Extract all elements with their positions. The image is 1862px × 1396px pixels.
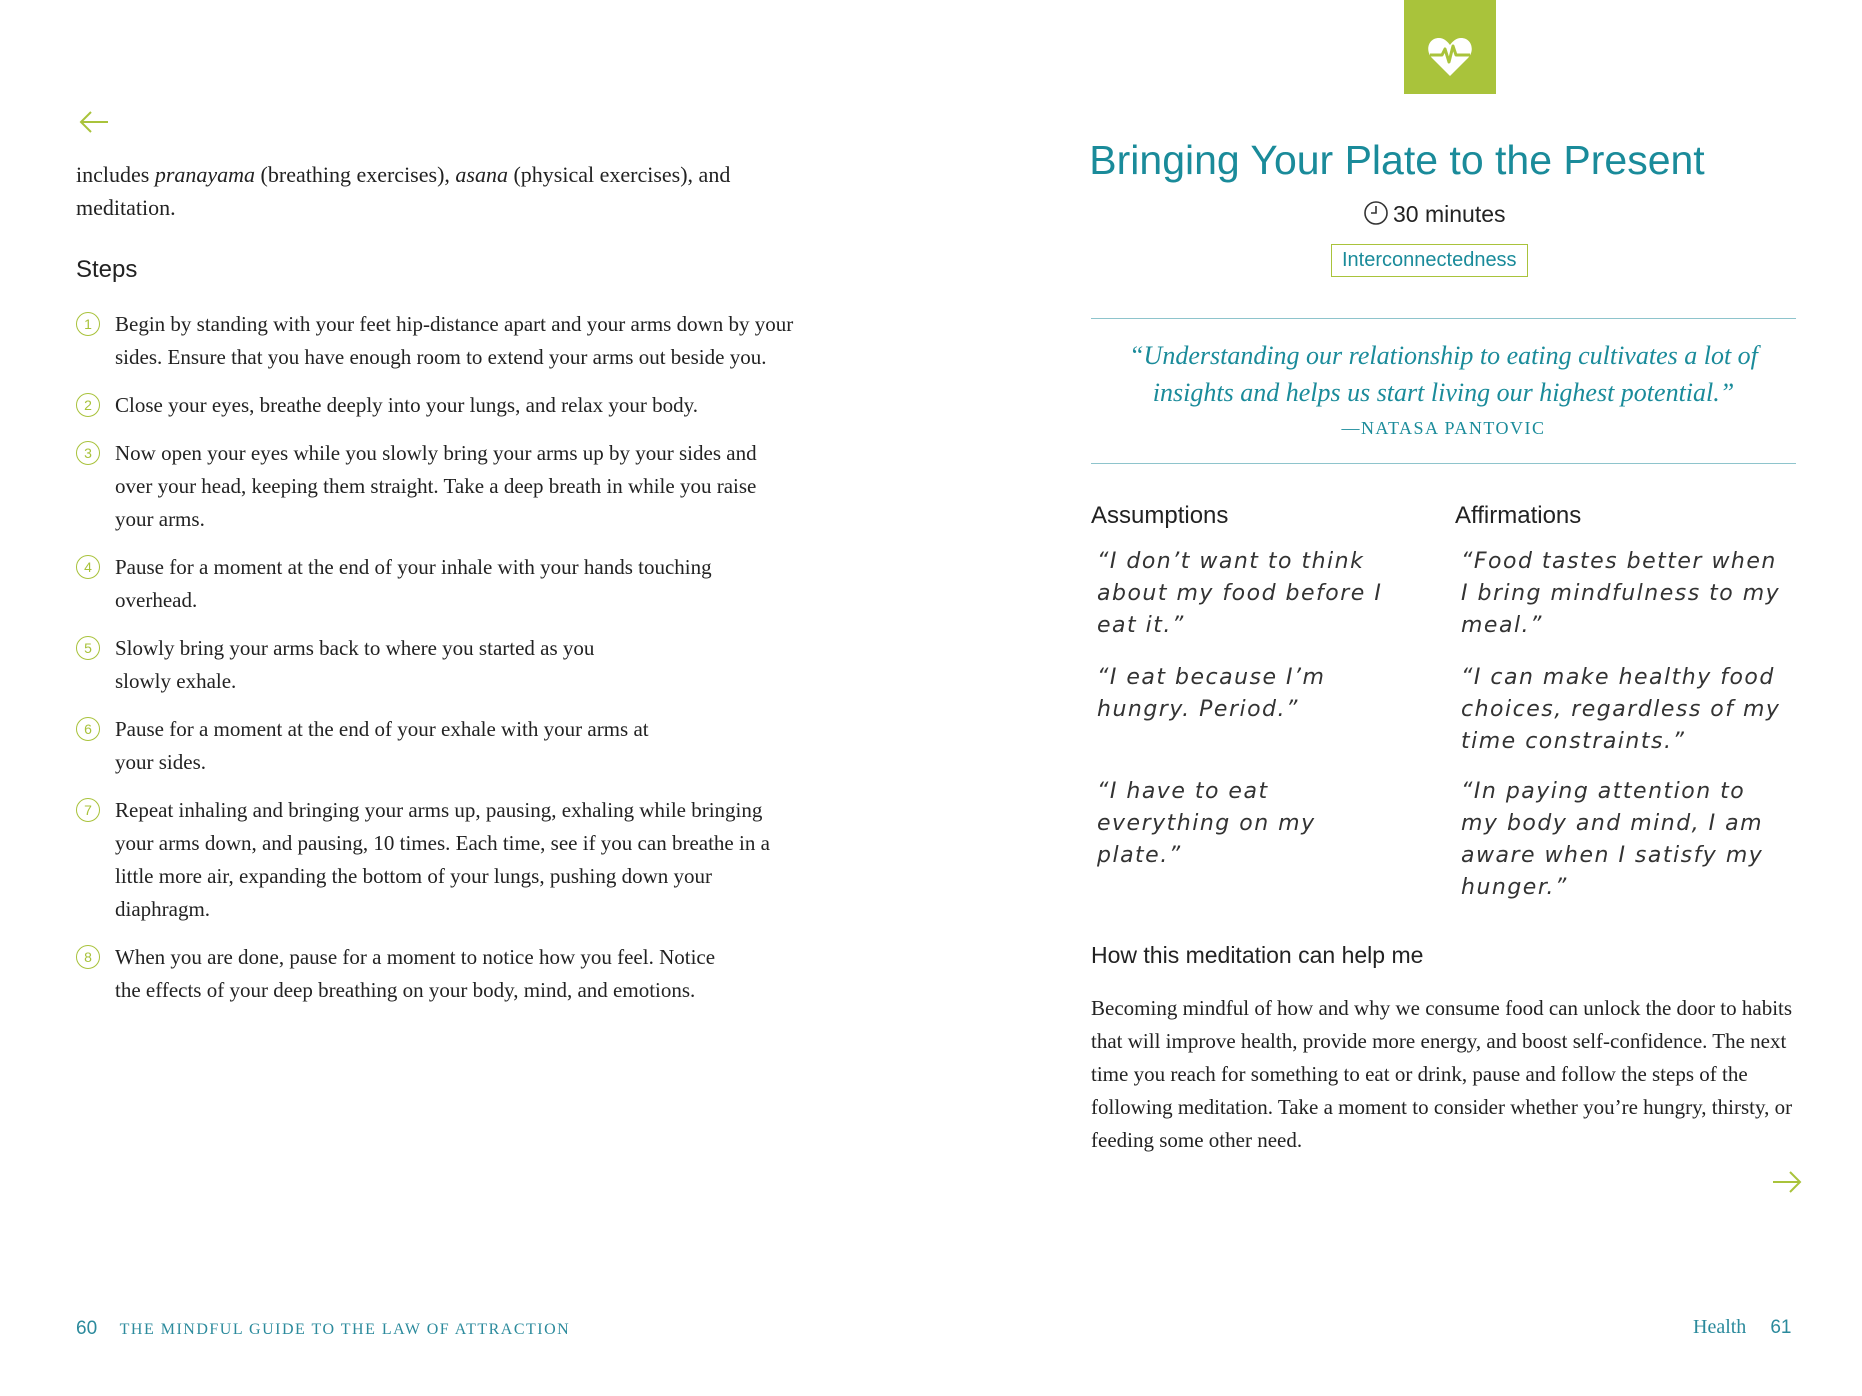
step-item bbox=[76, 794, 796, 926]
page-title: Bringing Your Plate to the Present bbox=[1089, 137, 1705, 183]
assumption-item: “I eat because I’m hungry. Period.” bbox=[1097, 665, 1326, 722]
step-text: Slowly bring your arms back to where you started as you slowly exhale. bbox=[115, 636, 595, 693]
step-number-badge: 6 bbox=[76, 717, 100, 741]
step-number-badge: 5 bbox=[76, 636, 100, 660]
quote-author: —NATASA PANTOVIC bbox=[1341, 418, 1546, 438]
divider bbox=[1091, 318, 1796, 319]
affirmations-heading: Affirmations bbox=[1455, 502, 1582, 529]
assumptions-heading: Assumptions bbox=[1091, 502, 1229, 529]
duration bbox=[1363, 200, 1506, 228]
step-item bbox=[76, 941, 735, 1007]
divider bbox=[1091, 463, 1796, 464]
step-text: Now open your eyes while you slowly bring your arms up by your sides and over your head, keeping them straight. Take a deep breath in while you raise your arms. bbox=[115, 441, 757, 531]
step-item bbox=[76, 632, 655, 698]
assumption-item: “I don’t want to think about my food before I eat it.” bbox=[1097, 549, 1383, 638]
affirmation-item: “I can make healthy food choices, regardless of my time constraints.” bbox=[1461, 665, 1781, 754]
right-footer bbox=[1693, 1316, 1791, 1339]
quote-text: “Understanding our relationship to eating cultivates a lot of insights and helps us start living our highest potential.” bbox=[1129, 341, 1758, 407]
help-paragraph: Becoming mindful of how and why we consume food can unlock the door to habits that will improve health, provide more energy, and boost self-confidence. The next time you reach for something to eat or drink, pause and follow the steps of the following meditation. Take a moment to consider whether you’re hungry, thirsty, or feeding some other need. bbox=[1091, 996, 1793, 1152]
step-item bbox=[76, 437, 796, 536]
assumption-item: “I have to eat everything on my plate.” bbox=[1097, 779, 1316, 868]
next-arrow-icon[interactable] bbox=[1771, 1168, 1803, 1196]
step-item bbox=[76, 713, 675, 779]
steps-list bbox=[76, 308, 796, 1007]
back-arrow-icon[interactable] bbox=[78, 108, 110, 136]
step-text: Close your eyes, breathe deeply into your lungs, and relax your body. bbox=[115, 393, 698, 417]
section-name: Health bbox=[1693, 1316, 1747, 1338]
step-item bbox=[76, 389, 796, 422]
step-item bbox=[76, 551, 796, 617]
step-number-badge: 2 bbox=[76, 393, 100, 417]
step-number-badge: 3 bbox=[76, 441, 100, 465]
help-heading: How this meditation can help me bbox=[1091, 942, 1424, 968]
step-number-badge: 7 bbox=[76, 798, 100, 822]
book-title: THE MINDFUL GUIDE TO THE LAW OF ATTRACTION bbox=[119, 1321, 571, 1338]
steps-heading: Steps bbox=[76, 256, 138, 283]
heart-pulse-icon bbox=[1427, 34, 1473, 78]
step-text: Begin by standing with your feet hip-distance apart and your arms down by your sides. Ensure that you have enough room to extend your arms out beside you. bbox=[115, 312, 794, 369]
page-number: 60 bbox=[76, 1318, 98, 1339]
left-footer bbox=[76, 1318, 570, 1340]
section-tab bbox=[1404, 0, 1496, 94]
step-number-badge: 1 bbox=[76, 312, 100, 336]
right-page bbox=[931, 0, 1862, 1396]
step-text: Repeat inhaling and bringing your arms up, pausing, exhaling while bringing your arms down, and pausing, 10 times. Each time, see if you can breathe in a little more air, expanding the bottom of your lungs, pushing down your diaphragm. bbox=[115, 798, 770, 921]
page-number: 61 bbox=[1770, 1317, 1792, 1338]
clock-icon bbox=[1363, 200, 1389, 226]
duration-text: 30 minutes bbox=[1393, 201, 1506, 227]
affirmation-item: “Food tastes better when I bring mindfulness to my meal.” bbox=[1461, 549, 1781, 638]
step-number-badge: 8 bbox=[76, 945, 100, 969]
step-text: When you are done, pause for a moment to notice how you feel. Notice the effects of your deep breathing on your body, mind, and emotions. bbox=[115, 945, 716, 1002]
step-number-badge: 4 bbox=[76, 555, 100, 579]
affirmation-item: “In paying attention to my body and mind, I am aware when I satisfy my hunger.” bbox=[1461, 779, 1764, 900]
step-text: Pause for a moment at the end of your inhale with your hands touching overhead. bbox=[115, 555, 712, 612]
step-item bbox=[76, 308, 796, 374]
theme-tag: Interconnectedness bbox=[1331, 244, 1528, 277]
step-text: Pause for a moment at the end of your exhale with your arms at your sides. bbox=[115, 717, 649, 774]
intro-paragraph: includes pranayama (breathing exercises), asana (physical exercises), and meditation. bbox=[76, 162, 731, 220]
